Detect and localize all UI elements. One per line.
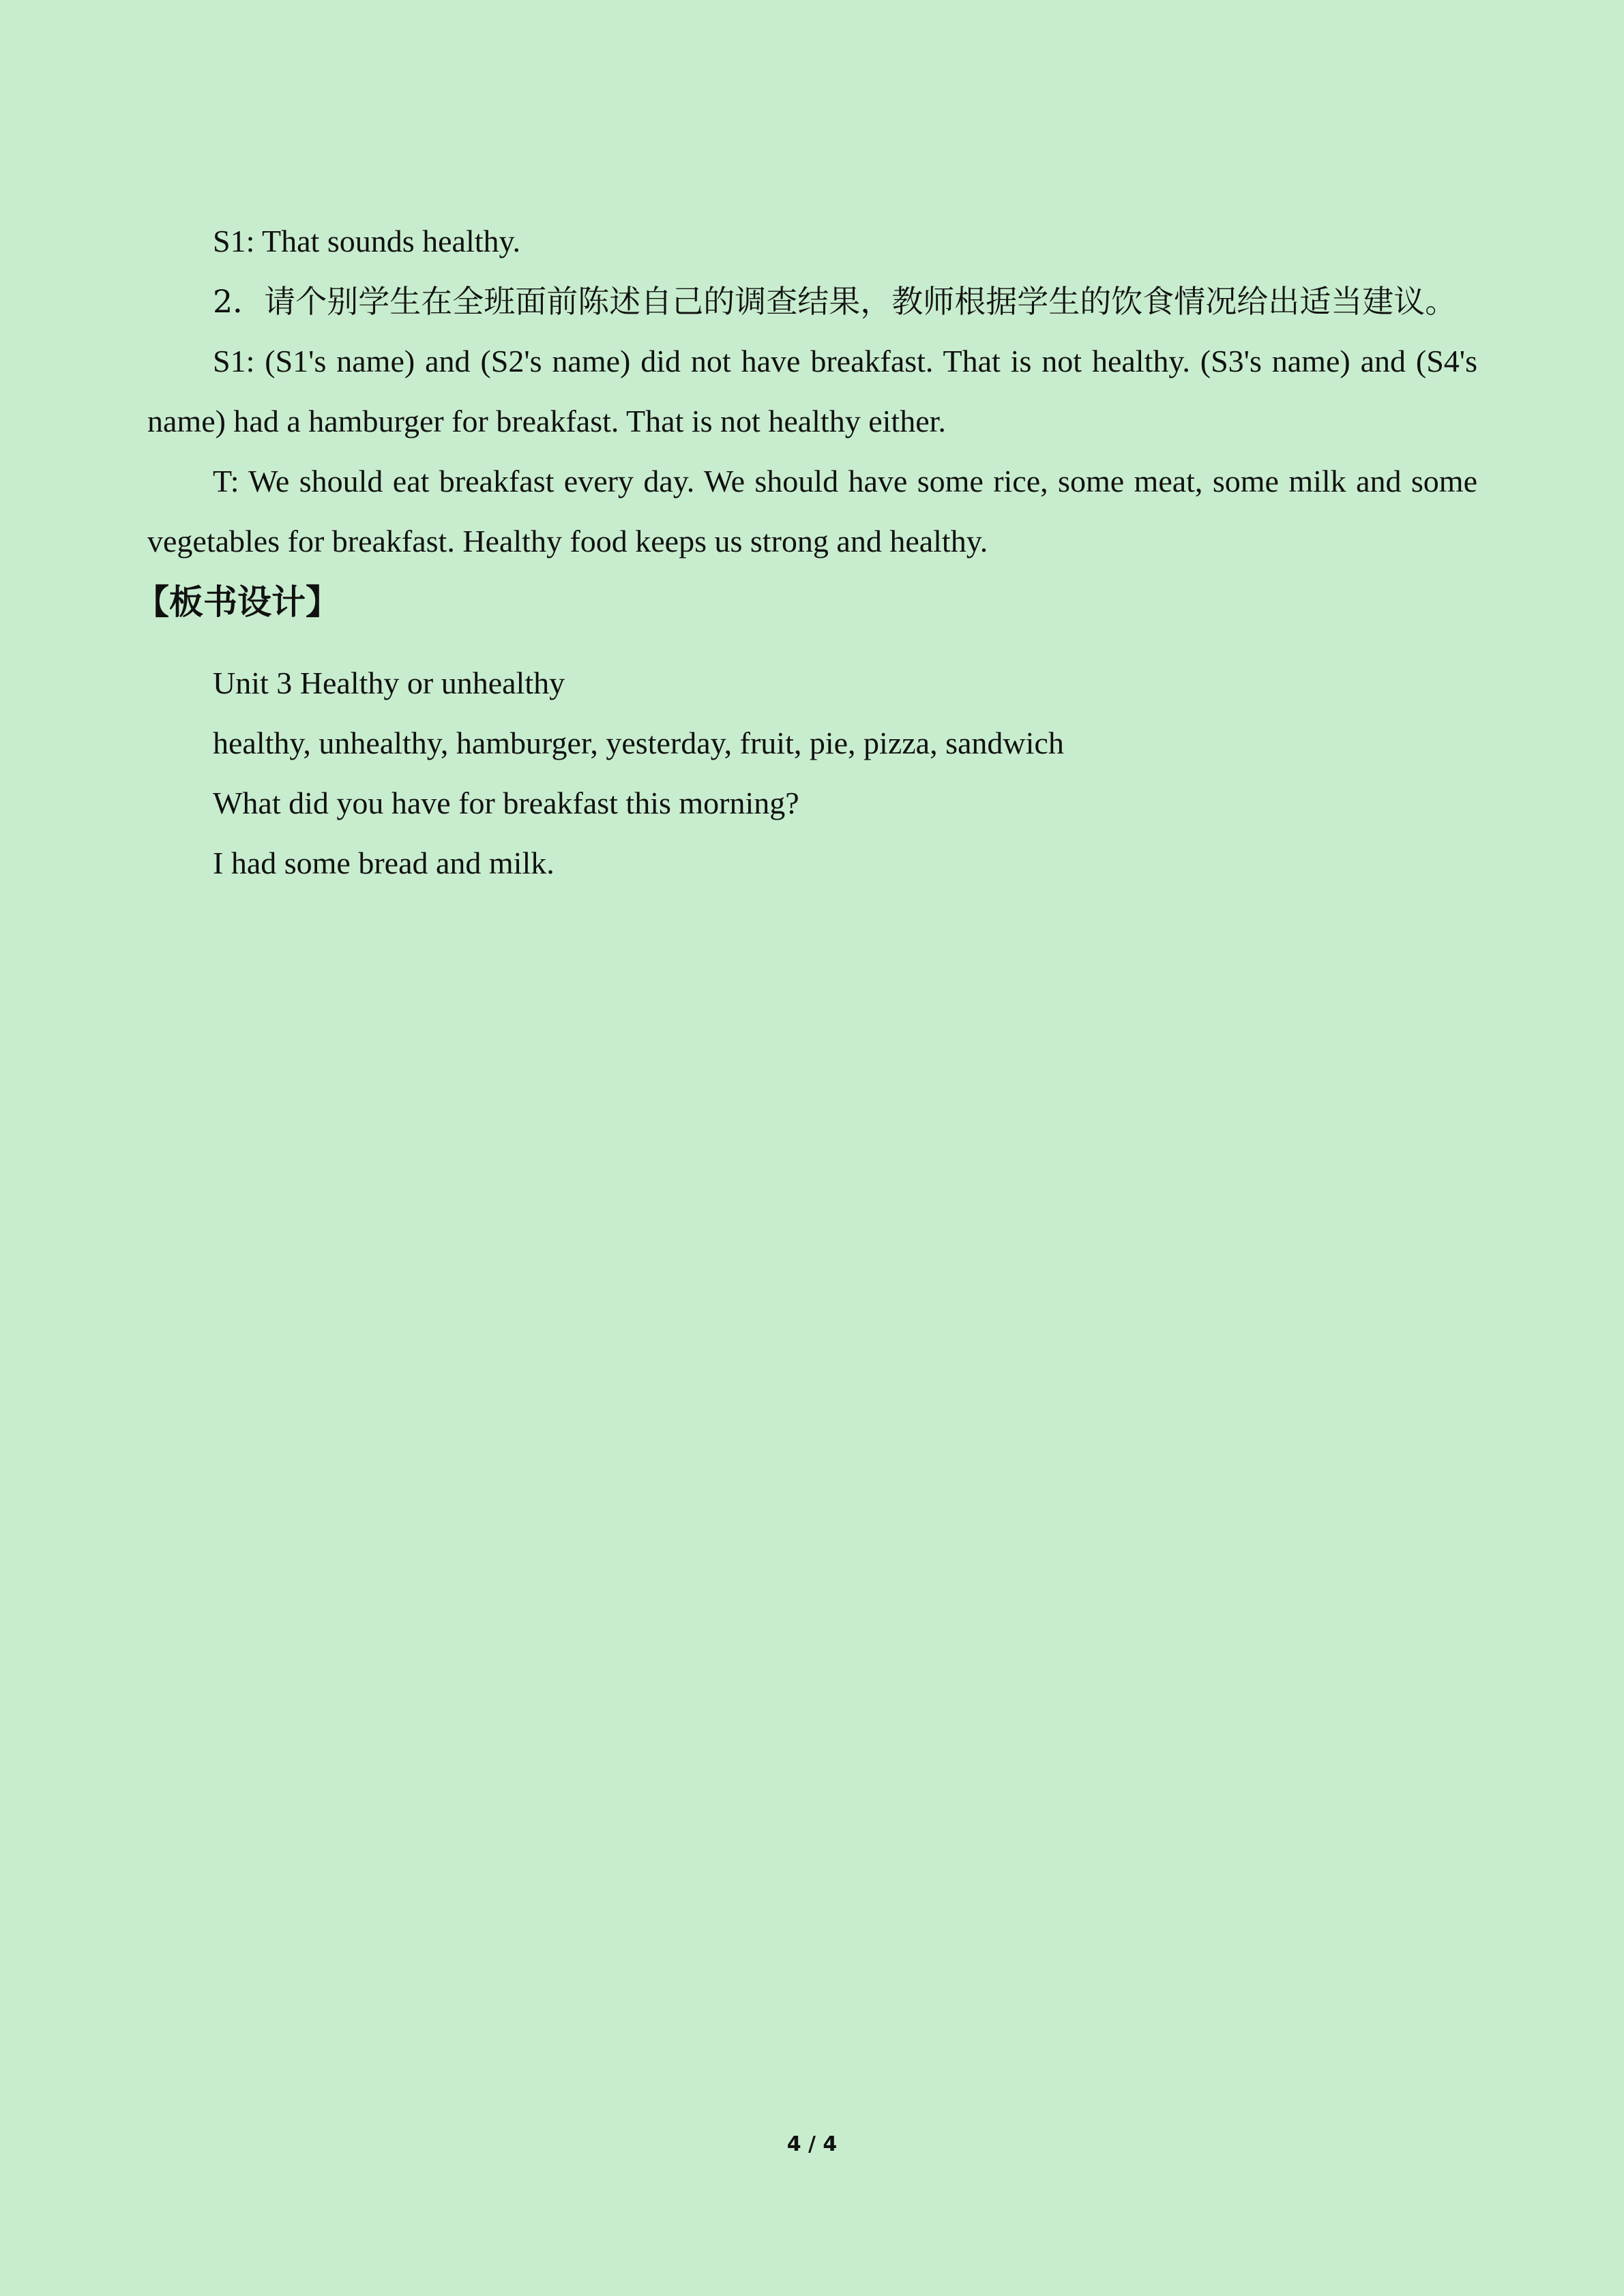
page-number: 4 / 4 — [786, 2132, 838, 2156]
dialogue-line-s1-report: S1: (S1's name) and (S2's name) did not have breakfast. That is not healthy. (S3's name) and (S4's name) had a hamburger for breakfast. That is not healthy either. — [147, 344, 1477, 438]
board-line-vocabulary: healthy, unhealthy, hamburger, yesterday, fruit, pie, pizza, sandwich — [213, 726, 1064, 760]
board-line-answer: I had some bread and milk. — [213, 846, 555, 880]
document-body — [135, 211, 1477, 893]
board-design-list — [147, 653, 1477, 893]
activity-step-2: 2．请个别学生在全班面前陈述自己的调查结果，教师根据学生的饮食情况给出适当建议。 — [213, 283, 1457, 320]
board-design-heading: 【板书设计】 — [135, 582, 340, 622]
board-line-unit-title: Unit 3 Healthy or unhealthy — [213, 666, 565, 700]
dialogue-line-teacher: T: We should eat breakfast every day. We should have some rice, some meat, some milk and some vegetables for breakfast. Healthy food keeps us strong and healthy. — [147, 464, 1477, 558]
dialogue-line-s1-healthy: S1: That sounds healthy. — [213, 224, 521, 258]
board-line-question: What did you have for breakfast this morning? — [213, 786, 799, 820]
